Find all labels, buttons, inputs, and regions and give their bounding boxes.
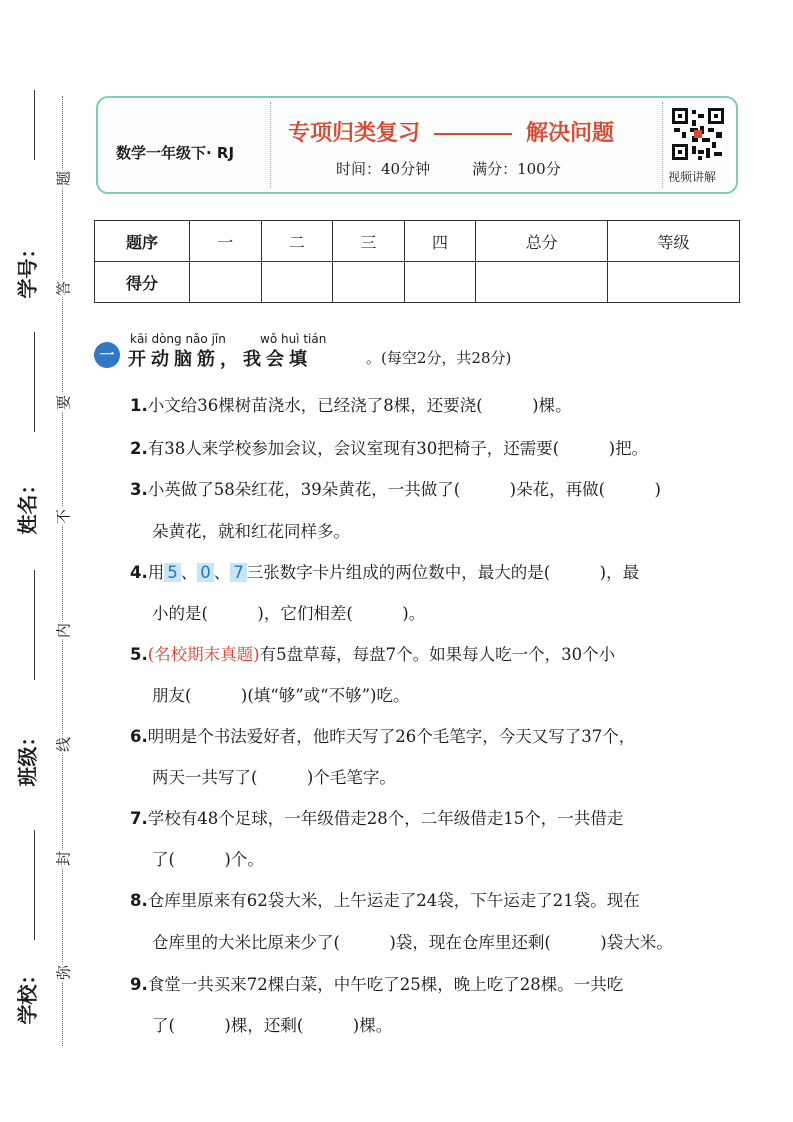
question-number: 9. <box>130 975 148 994</box>
side-underline <box>34 830 35 940</box>
question-7-line2: 了( )个。 <box>152 850 264 869</box>
seal-line <box>62 96 63 1046</box>
score-table <box>94 220 740 303</box>
question-9-line2: 了( )棵，还剩( )棵。 <box>152 1016 393 1035</box>
section-badge: 一 <box>94 342 120 368</box>
question-number: 2. <box>130 439 148 458</box>
separator: 、 <box>213 563 231 582</box>
title-dash <box>434 133 512 135</box>
seal-char: 要 <box>54 395 73 411</box>
question-text: 有5盘草莓，每盘7个。如果每人吃一个，30个小 <box>259 645 616 664</box>
table-cell: 总分 <box>476 221 608 262</box>
question-number: 7. <box>130 809 148 828</box>
score-input-cell[interactable] <box>608 262 740 303</box>
question-tag: (名校期末真题) <box>147 645 260 664</box>
student-id-label: 学号： <box>15 238 40 299</box>
seal-char: 题 <box>54 171 73 187</box>
table-row <box>95 262 740 303</box>
table-cell: 题序 <box>95 221 190 262</box>
section-title: 开动脑筋，我会填 <box>128 349 312 370</box>
pinyin-annotation: kāi dòng nǎo jīn <box>130 332 226 346</box>
question-number: 4. <box>130 563 148 582</box>
question-4-line2: 小的是( )，它们相差( )。 <box>152 604 426 623</box>
question-6 <box>130 723 635 747</box>
score-input-cell[interactable] <box>404 262 476 303</box>
question-text: 有38人来学校参加会议，会议室现有30把椅子，还需要( )把。 <box>147 439 649 458</box>
seal-char: 弥 <box>54 965 73 981</box>
separator: 、 <box>180 563 198 582</box>
question-number: 1. <box>130 396 148 415</box>
divider <box>270 102 271 188</box>
question-6-line2: 两天一共写了( )个毛笔字。 <box>152 768 396 787</box>
question-text: 用 <box>147 563 165 582</box>
grade-label: 数学一年级下· RJ <box>116 144 235 162</box>
page-title <box>288 116 614 147</box>
question-3-line2: 朵黄花，就和红花同样多。 <box>152 522 350 541</box>
question-8 <box>130 887 640 911</box>
question-number: 3. <box>130 480 148 499</box>
question-7 <box>130 805 623 829</box>
question-9 <box>130 971 623 995</box>
score-input-cell[interactable] <box>190 262 262 303</box>
seal-char: 答 <box>54 281 73 297</box>
time-limit: 时间：40分钟 <box>336 160 431 178</box>
title-right: 解决问题 <box>526 121 615 146</box>
full-score: 满分：100分 <box>472 160 561 178</box>
question-text: 仓库里原来有62袋大米，上午运走了24袋，下午运走了21袋。现在 <box>147 891 640 910</box>
score-input-cell[interactable] <box>261 262 333 303</box>
section-note: 。(每空2分，共28分) <box>366 349 512 367</box>
question-text: 小英做了58朵红花，39朵黄花，一共做了( )朵花，再做( ) <box>147 480 661 499</box>
question-text: 小文给36棵树苗浇水，已经浇了8棵，还要浇( )棵。 <box>147 396 572 415</box>
table-cell: 等级 <box>608 221 740 262</box>
side-underline <box>34 90 35 160</box>
question-5-line2: 朋友( )(填“够”或“不够”)吃。 <box>152 686 410 705</box>
question-4 <box>130 559 639 583</box>
question-number: 6. <box>130 727 148 746</box>
qr-code-icon[interactable] <box>672 108 724 160</box>
number-card: 7 <box>230 563 247 582</box>
table-cell: 得分 <box>95 262 190 303</box>
question-5 <box>130 641 615 665</box>
title-left: 专项归类复习 <box>288 121 421 146</box>
divider <box>662 102 663 188</box>
number-card: 0 <box>197 563 214 582</box>
seal-char: 不 <box>54 509 73 525</box>
seal-char: 线 <box>54 737 73 753</box>
seal-char: 内 <box>54 623 73 639</box>
table-cell: 二 <box>261 221 333 262</box>
question-1 <box>130 392 572 416</box>
question-2 <box>130 435 648 459</box>
class-label: 班级： <box>15 726 40 787</box>
school-label: 学校： <box>15 964 40 1025</box>
question-text: 学校有48个足球，一年级借走28个，二年级借走15个，一共借走 <box>147 809 624 828</box>
question-text: 食堂一共买来72棵白菜，中午吃了25棵，晚上吃了28棵。一共吃 <box>147 975 624 994</box>
pinyin-annotation: wǒ huì tián <box>260 332 327 346</box>
table-row <box>95 221 740 262</box>
side-underline <box>34 332 35 432</box>
question-number: 5. <box>130 645 148 664</box>
table-cell: 一 <box>190 221 262 262</box>
seal-char: 封 <box>54 851 73 867</box>
exam-meta <box>336 158 603 179</box>
question-3 <box>130 476 661 500</box>
qr-caption: 视频讲解 <box>668 170 717 184</box>
question-8-line2: 仓库里的大米比原来少了( )袋，现在仓库里还剩( )袋大米。 <box>152 933 673 952</box>
header-box <box>96 96 738 194</box>
name-label: 姓名： <box>15 474 40 535</box>
side-underline <box>34 570 35 680</box>
question-number: 8. <box>130 891 148 910</box>
score-input-cell[interactable] <box>333 262 405 303</box>
question-text: 三张数字卡片组成的两位数中，最大的是( )，最 <box>246 563 640 582</box>
score-input-cell[interactable] <box>476 262 608 303</box>
number-card: 5 <box>164 563 181 582</box>
table-cell: 三 <box>333 221 405 262</box>
table-cell: 四 <box>404 221 476 262</box>
question-text: 明明是个书法爱好者，他昨天写了26个毛笔字，今天又写了37个， <box>147 727 636 746</box>
